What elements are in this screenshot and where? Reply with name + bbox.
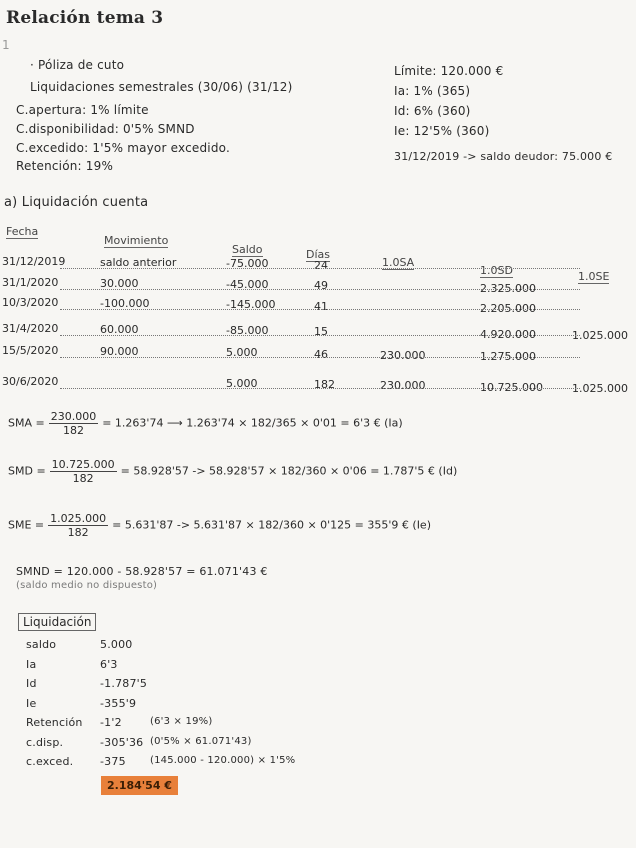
table-cell-saldo: -145.000	[226, 298, 276, 312]
liq-note: (6'3 × 19%)	[150, 716, 213, 727]
liq-key: saldo	[26, 638, 57, 651]
table-cell-saldo: -75.000	[226, 257, 269, 271]
table-cell-nsd: 4.920.000	[480, 327, 536, 341]
liq-note: (0'5% × 61.071'43)	[150, 735, 252, 747]
table-cell-dias: 49	[314, 279, 328, 293]
liq-key: c.exced.	[26, 755, 74, 768]
row-guide	[60, 268, 580, 269]
table-cell-dias: 24	[314, 258, 328, 272]
formula-rest: = 5.631'87 -> 5.631'87 × 182/360 × 0'125 = 355'9 € (Ie)	[112, 518, 431, 532]
row-guide	[60, 335, 580, 336]
fraction-denominator: 182	[67, 526, 89, 539]
header-left-5: C.excedido: 1'5% mayor excedido.	[16, 141, 230, 155]
fraction-denominator: 182	[62, 424, 84, 437]
header-right-1: Límite: 120.000 €	[394, 64, 504, 78]
fraction-numerator: 1.025.000	[50, 512, 107, 525]
formula-lhs: SME =	[8, 518, 45, 532]
page-title: Relación tema 3	[6, 8, 164, 28]
row-guide	[60, 289, 580, 290]
table-cell-nsd: 2.325.000	[480, 281, 536, 295]
formula-line	[8, 410, 403, 437]
table-cell-mov: saldo anterior	[100, 256, 177, 270]
formula-fraction	[50, 458, 117, 485]
table-cell-nse: 1.025.000	[572, 381, 628, 395]
fraction-denominator: 182	[72, 472, 94, 485]
table-cell-fecha: 30/6/2020	[2, 374, 59, 388]
col-header-saldo: Saldo	[232, 243, 263, 256]
table-cell-mov: 30.000	[100, 276, 139, 290]
table-cell-saldo: -85.000	[226, 323, 269, 337]
table-cell-nsd: 2.205.000	[480, 302, 536, 315]
row-guide	[60, 388, 580, 389]
fraction-numerator: 230.000	[50, 410, 97, 423]
col-header-fecha: Fecha	[6, 225, 39, 238]
header-left-6: Retención: 19%	[16, 159, 114, 173]
liq-key: Ie	[26, 696, 37, 710]
smnd-note: (saldo medio no dispuesto)	[16, 580, 158, 591]
result-highlight: 2.184'54 €	[101, 776, 178, 795]
table-cell-mov: 60.000	[100, 322, 139, 336]
liq-key: Id	[26, 677, 37, 690]
formula-fraction	[48, 512, 108, 539]
table-cell-nsd: 10.725.000	[480, 380, 543, 394]
table-cell-nsa: 230.000	[380, 348, 426, 362]
table-cell-saldo: 5.000	[226, 376, 258, 390]
header-left-2: Liquidaciones semestrales (30/06) (31/12)	[30, 80, 293, 94]
formula-fraction	[49, 410, 99, 437]
col-header-nse: 1.0SE	[578, 270, 610, 283]
formula-rest: = 58.928'57 -> 58.928'57 × 182/360 × 0'06 = 1.787'5 € (Id)	[120, 464, 458, 478]
liq-value: -1'2	[100, 716, 122, 729]
liq-value: -355'9	[100, 696, 137, 710]
col-header-nsd: 1.0SD	[480, 264, 513, 277]
row-guide	[60, 357, 580, 358]
row-guide	[60, 309, 580, 310]
table-cell-fecha: 31/1/2020	[2, 275, 59, 289]
table-cell-saldo: 5.000	[226, 346, 258, 360]
formula-line	[8, 512, 431, 539]
liq-value: -305'36	[100, 735, 144, 749]
header-right-5: 31/12/2019 -> saldo deudor: 75.000 €	[394, 150, 613, 163]
table-cell-fecha: 31/12/2019	[2, 255, 66, 268]
formula-lhs: SMD =	[8, 464, 46, 478]
margin-mark: 1	[2, 38, 10, 52]
col-header-dias: Días	[306, 248, 330, 261]
liq-note: (145.000 - 120.000) × 1'5%	[150, 755, 296, 766]
table-cell-fecha: 10/3/2020	[2, 296, 59, 309]
header-left-1: · Póliza de cuto	[30, 58, 125, 72]
table-cell-nsd: 1.275.000	[480, 350, 536, 363]
fraction-numerator: 10.725.000	[51, 458, 115, 471]
liq-value: -375	[100, 755, 126, 768]
table-cell-mov: -100.000	[100, 297, 150, 311]
liq-key: Retención	[26, 716, 83, 729]
col-header-movimiento: Movimiento	[104, 234, 169, 247]
header-left-4: C.disponibilidad: 0'5% SMND	[16, 122, 195, 136]
table-cell-dias: 182	[314, 378, 335, 392]
liq-key: Ia	[26, 657, 37, 671]
liquidacion-label: Liquidación	[18, 613, 96, 631]
table-cell-fecha: 31/4/2020	[2, 321, 59, 335]
liq-value: -1.787'5	[100, 677, 148, 690]
liq-key: c.disp.	[26, 735, 64, 749]
table-cell-nsa: 230.000	[380, 379, 426, 393]
table-cell-saldo: -45.000	[226, 277, 269, 291]
table-cell-dias: 15	[314, 325, 328, 339]
table-cell-dias: 41	[314, 299, 328, 313]
liq-value: 5.000	[100, 638, 133, 651]
header-right-3: Id: 6% (360)	[394, 104, 471, 118]
header-left-3: C.apertura: 1% límite	[16, 103, 149, 117]
formula-rest: = 1.263'74 ⟶ 1.263'74 × 182/365 × 0'01 = 6'3 € (Ia)	[102, 416, 403, 430]
formula-line	[8, 458, 457, 485]
table-cell-dias: 46	[314, 347, 328, 361]
table-cell-nse: 1.025.000	[572, 328, 628, 342]
smnd-line: SMND = 120.000 - 58.928'57 = 61.071'43 €	[16, 565, 268, 578]
table-cell-mov: 90.000	[100, 345, 139, 359]
table-cell-fecha: 15/5/2020	[2, 344, 59, 357]
formula-lhs: SMA =	[8, 416, 45, 430]
section-a-title: a) Liquidación cuenta	[4, 195, 149, 210]
liq-value: 6'3	[100, 657, 118, 671]
header-right-4: Ie: 12'5% (360)	[394, 124, 490, 138]
header-right-2: Ia: 1% (365)	[394, 84, 471, 98]
col-header-nsa: 1.0SA	[382, 256, 415, 269]
